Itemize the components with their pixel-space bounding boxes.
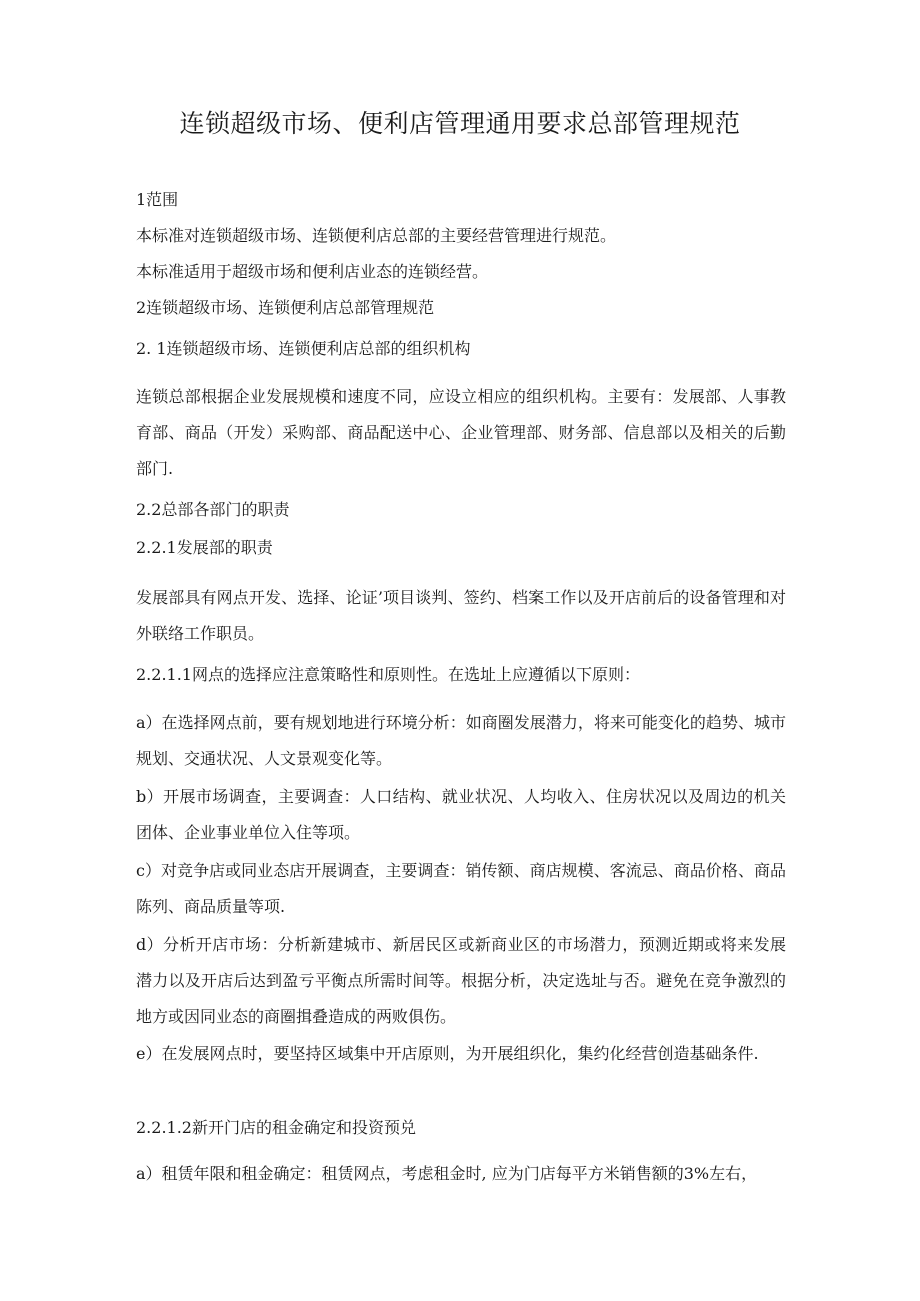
list-item-e: e）在发展网点时，要坚持区域集中开店原则，为开展组织化，集约化经营创造基础条件. — [136, 1044, 759, 1063]
section-2-2-1-1-heading: 2.2.1.1网点的选择应注意策略性和原则性。在选址上应遵循以下原则： — [136, 665, 640, 684]
section-2-1-heading: 2. 1连锁超级市场、连锁便利店总部的组织机构 — [136, 339, 471, 358]
list-item-b: b）开展市场调查，主要调查：人口结构、就业状况、人均收入、住房状况以及周边的机关团体、企业事业单位入住等项。 — [136, 787, 786, 842]
section-1-paragraph-1: 本标准对连锁超级市场、连锁便利店总部的主要经营管理进行规范。 — [136, 226, 617, 245]
section-2-1-paragraph: 连锁总部根据企业发展规模和速度不同，应设立相应的组织机构。主要有：发展部、人事教育部、商品（开发）采购部、商品配送中心、企业管理部、财务部、信息部以及相关的后勤部门. — [136, 387, 786, 478]
section-1-heading: 1范围 — [136, 190, 179, 209]
section-2-2-1-heading: 2.2.1发展部的职责 — [136, 538, 273, 557]
section-1-paragraph-2: 本标准适用于超级市场和便利店业态的连锁经营。 — [136, 262, 489, 281]
list-item-a: a）在选择网点前，要有规划地进行环境分析：如商圈发展潜力，将来可能变化的趋势、城市规划、交通状况、人文景观变化等。 — [136, 713, 786, 768]
section-2-2-heading: 2.2总部各部门的职责 — [136, 500, 290, 519]
section-2-2-1-paragraph: 发展部具有网点开发、选择、论证’项目谈判、签约、档案工作以及开店前后的设备管理和对外联络工作职员。 — [136, 588, 786, 643]
list-item-c: c）对竞争店或同业态店开展调查，主要调查：销传额、商店规模、客流忌、商品价格、商品陈列、商品质量等项. — [136, 861, 786, 916]
list-item-d: d）分析开店市场：分析新建城市、新居民区或新商业区的市场潜力，预测近期或将来发展潜力以及开店后达到盈亏平衡点所需时间等。根据分析，决定选址与否。避免在竞争激烈的地方或因同业态的商圈揖叠造成的两败俱伤。 — [136, 935, 786, 1026]
section-2-heading: 2连锁超级市场、连锁便利店总部管理规范 — [136, 298, 435, 317]
document-title: 连锁超级市场、便利店管理通用要求总部管理规范 — [179, 109, 741, 138]
section-2-2-1-2-heading: 2.2.1.2新开门店的租金确定和投资预兑 — [136, 1118, 416, 1137]
list-item-rent-a: a）租赁年限和租金确定：租赁网点，考虑租金时, 应为门店每平方米销售额的3%左右， — [136, 1164, 758, 1183]
